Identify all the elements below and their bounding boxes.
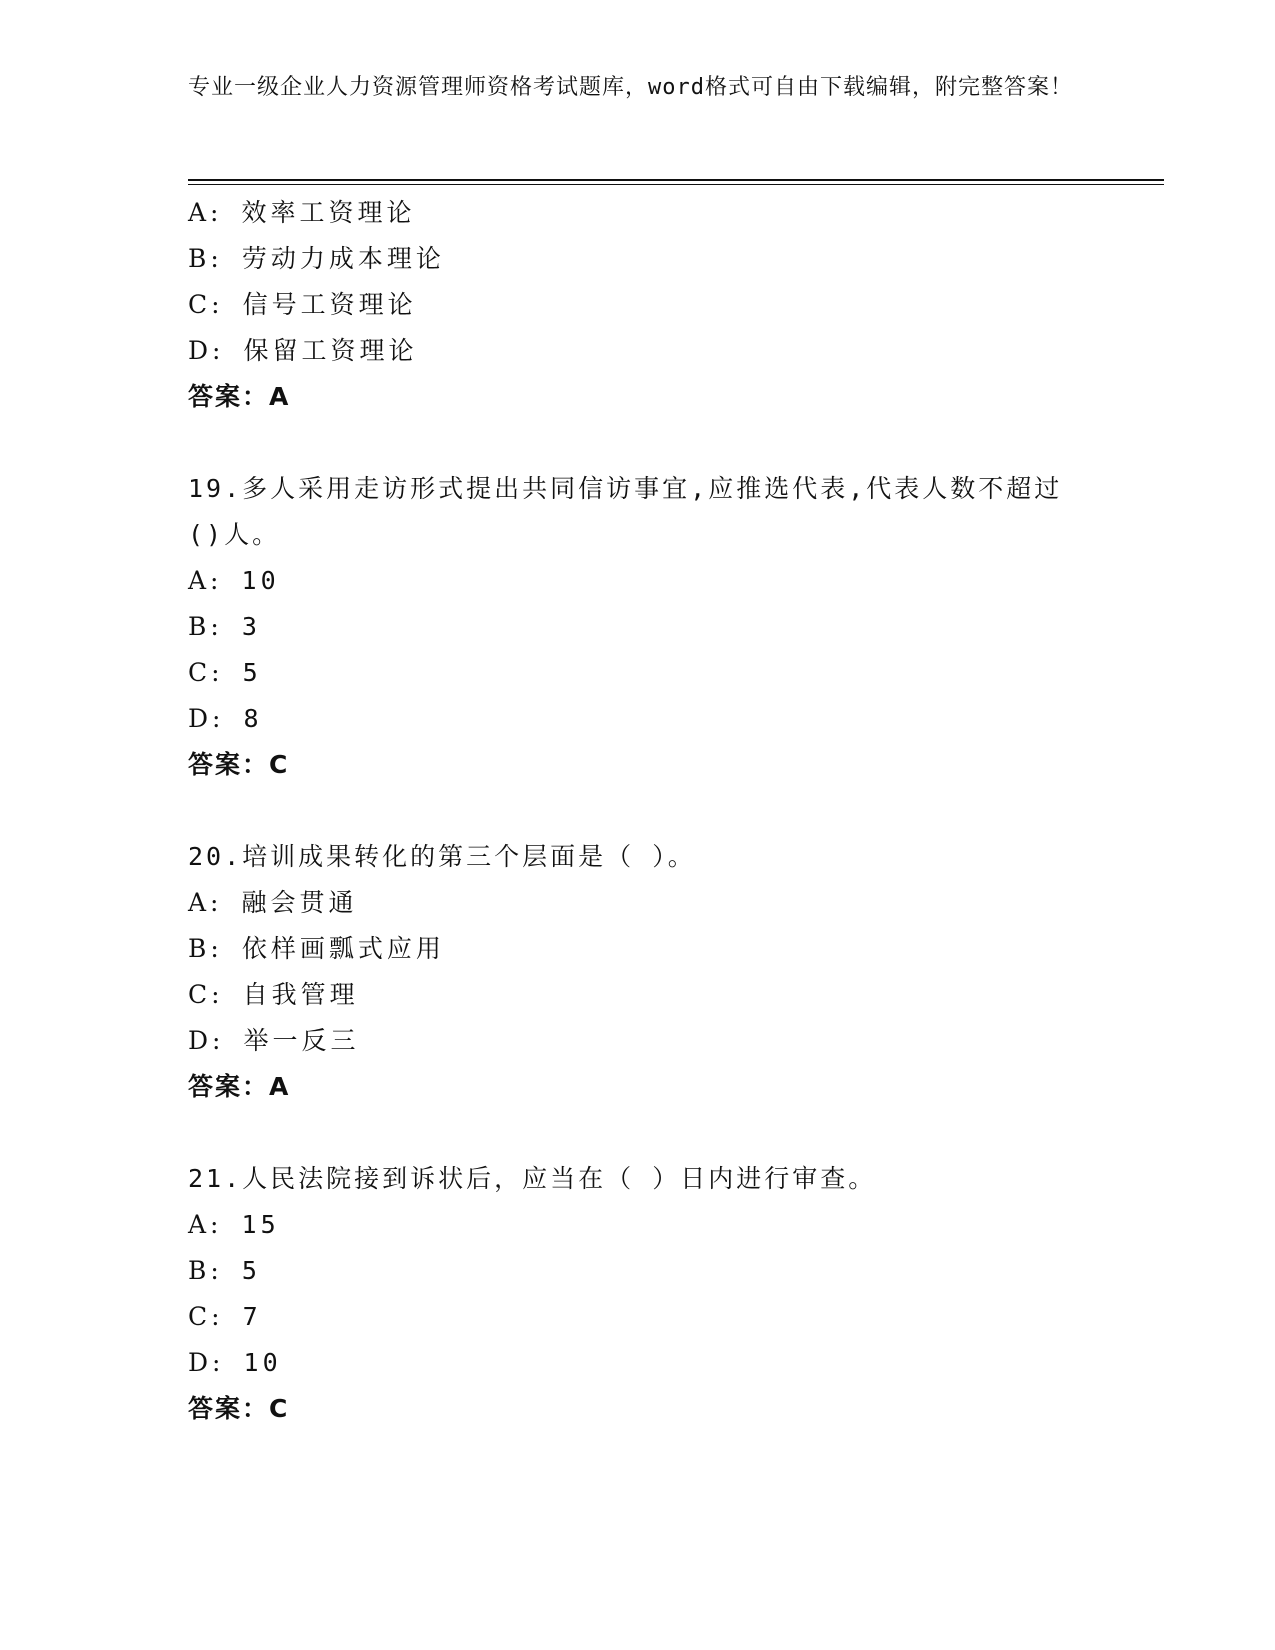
- option-b: [188, 236, 1088, 282]
- option-text: 效率工资理论: [241, 198, 416, 227]
- option-letter: B:: [188, 244, 223, 273]
- option-d: [188, 1018, 1088, 1064]
- option-c: [188, 972, 1088, 1018]
- option-letter: A:: [188, 1210, 223, 1239]
- answer-line: 答案：C: [188, 750, 290, 779]
- spacer: [188, 1110, 1088, 1156]
- option-letter: B:: [188, 612, 223, 641]
- header-rule-thin: [188, 184, 1164, 185]
- option-text: 7: [242, 1302, 262, 1331]
- option-text: 保留工资理论: [243, 336, 418, 365]
- question-list: [188, 190, 1088, 1432]
- answer-line: 答案：A: [188, 382, 291, 411]
- question-block-21: [188, 1156, 1088, 1432]
- option-d: [188, 1340, 1088, 1386]
- option-letter: A:: [188, 566, 223, 595]
- option-letter: D:: [188, 704, 225, 733]
- option-text: 3: [241, 612, 261, 641]
- question-stem: 19.多人采用走访形式提出共同信访事宜,应推选代表,代表人数不超过()人。: [188, 474, 1063, 549]
- option-a: [188, 558, 1088, 604]
- option-letter: C:: [188, 658, 224, 687]
- option-text: 融会贯通: [241, 888, 358, 917]
- option-letter: A:: [188, 888, 223, 917]
- option-text: 自我管理: [242, 980, 359, 1009]
- option-text: 5: [242, 658, 262, 687]
- header-rule-thick: [188, 179, 1164, 181]
- option-text: 15: [241, 1210, 280, 1239]
- option-c: [188, 282, 1088, 328]
- option-b: [188, 1248, 1088, 1294]
- option-d: [188, 696, 1088, 742]
- option-c: [188, 1294, 1088, 1340]
- option-a: [188, 1202, 1088, 1248]
- option-b: [188, 604, 1088, 650]
- answer-line: 答案：C: [188, 1394, 290, 1423]
- option-d: [188, 328, 1088, 374]
- question-block-prev: [188, 190, 1088, 420]
- option-text: 依样画瓢式应用: [241, 934, 445, 963]
- option-a: [188, 880, 1088, 926]
- option-text: 5: [241, 1256, 261, 1285]
- question-block-20: [188, 834, 1088, 1110]
- option-letter: C:: [188, 980, 224, 1009]
- option-letter: C:: [188, 1302, 224, 1331]
- option-letter: A:: [188, 198, 223, 227]
- option-text: 信号工资理论: [242, 290, 417, 319]
- option-text: 举一反三: [243, 1026, 360, 1055]
- option-b: [188, 926, 1088, 972]
- answer-line: 答案：A: [188, 1072, 291, 1101]
- option-text: 10: [241, 566, 280, 595]
- option-text: 10: [243, 1348, 282, 1377]
- option-letter: D:: [188, 336, 225, 365]
- option-c: [188, 650, 1088, 696]
- option-text: 8: [243, 704, 263, 733]
- question-stem: 21.人民法院接到诉状后，应当在（ ）日内进行审查。: [188, 1164, 877, 1193]
- option-letter: D:: [188, 1026, 225, 1055]
- document-header: 专业一级企业人力资源管理师资格考试题库，word格式可自由下载编辑，附完整答案！: [188, 75, 1073, 100]
- option-letter: B:: [188, 1256, 223, 1285]
- option-text: 劳动力成本理论: [241, 244, 445, 273]
- option-letter: D:: [188, 1348, 225, 1377]
- question-stem: 20.培训成果转化的第三个层面是（ ）。: [188, 842, 696, 871]
- option-a: [188, 190, 1088, 236]
- option-letter: C:: [188, 290, 224, 319]
- question-block-19: [188, 466, 1088, 788]
- spacer: [188, 420, 1088, 466]
- spacer: [188, 788, 1088, 834]
- option-letter: B:: [188, 934, 223, 963]
